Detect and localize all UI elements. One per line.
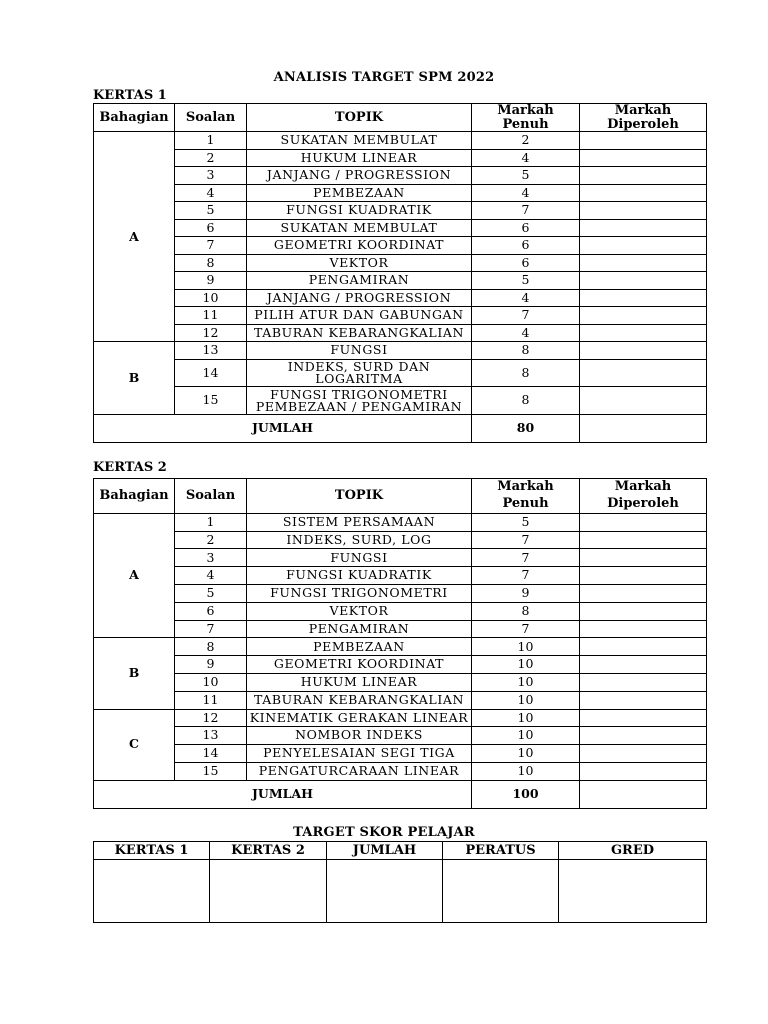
markah-penuh-cell: 10 bbox=[472, 656, 580, 674]
markah-diperoleh-cell[interactable] bbox=[580, 567, 707, 585]
header-row bbox=[94, 479, 707, 514]
markah-diperoleh-cell[interactable] bbox=[580, 727, 707, 745]
header-markah-diperoleh-line1: Markah bbox=[614, 103, 672, 118]
markah-penuh-cell: 6 bbox=[472, 219, 580, 237]
topik-cell: PENGAMIRAN bbox=[247, 272, 472, 290]
soalan-cell: 13 bbox=[175, 727, 247, 745]
total-diperoleh-cell[interactable] bbox=[580, 414, 707, 442]
target-jumlah-cell[interactable] bbox=[327, 860, 443, 923]
markah-penuh-cell: 10 bbox=[472, 709, 580, 727]
topik-cell: PENYELESAIAN SEGI TIGA bbox=[247, 745, 472, 763]
markah-penuh-cell: 5 bbox=[472, 513, 580, 531]
target-header-gred: GRED bbox=[559, 842, 707, 860]
soalan-cell: 5 bbox=[175, 584, 247, 602]
header-markah-penuh bbox=[472, 479, 580, 514]
markah-penuh-cell: 4 bbox=[472, 184, 580, 202]
table-row bbox=[94, 531, 707, 549]
table-row bbox=[94, 567, 707, 585]
markah-diperoleh-cell[interactable] bbox=[580, 202, 707, 220]
topik-cell: GEOMETRI KOORDINAT bbox=[247, 237, 472, 255]
bahagian-cell: A bbox=[94, 513, 175, 638]
table-row bbox=[94, 359, 707, 387]
bahagian-cell: B bbox=[94, 342, 175, 415]
table-row bbox=[94, 237, 707, 255]
markah-penuh-cell: 7 bbox=[472, 620, 580, 638]
soalan-cell: 12 bbox=[175, 324, 247, 342]
header-topik: TOPIK bbox=[247, 104, 472, 132]
topik-cell: KINEMATIK GERAKAN LINEAR bbox=[247, 709, 472, 727]
markah-diperoleh-cell[interactable] bbox=[580, 132, 707, 150]
target-title: TARGET SKOR PELAJAR bbox=[293, 825, 475, 840]
topik-cell: INDEKS, SURD, LOG bbox=[247, 531, 472, 549]
markah-penuh-cell: 10 bbox=[472, 745, 580, 763]
markah-diperoleh-cell[interactable] bbox=[580, 254, 707, 272]
markah-diperoleh-cell[interactable] bbox=[580, 167, 707, 185]
topik-cell: VEKTOR bbox=[247, 254, 472, 272]
markah-diperoleh-cell[interactable] bbox=[580, 237, 707, 255]
soalan-cell: 8 bbox=[175, 638, 247, 656]
markah-diperoleh-cell[interactable] bbox=[580, 638, 707, 656]
topik-cell: VEKTOR bbox=[247, 602, 472, 620]
markah-penuh-cell: 10 bbox=[472, 673, 580, 691]
table-row bbox=[94, 254, 707, 272]
topik-cell: PEMBEZAAN bbox=[247, 184, 472, 202]
table-row bbox=[94, 307, 707, 325]
soalan-cell: 7 bbox=[175, 237, 247, 255]
topik-cell bbox=[247, 387, 472, 415]
topik-cell: JANJANG / PROGRESSION bbox=[247, 167, 472, 185]
soalan-cell: 9 bbox=[175, 656, 247, 674]
table-row bbox=[94, 289, 707, 307]
table-row bbox=[94, 620, 707, 638]
table-row bbox=[94, 549, 707, 567]
table-row bbox=[94, 513, 707, 531]
header-markah-penuh-line1: Markah bbox=[497, 479, 554, 494]
markah-diperoleh-cell[interactable] bbox=[580, 584, 707, 602]
topik-cell: PENGATURCARAAN LINEAR bbox=[247, 762, 472, 780]
soalan-cell: 2 bbox=[175, 531, 247, 549]
markah-diperoleh-cell[interactable] bbox=[580, 513, 707, 531]
total-value: 100 bbox=[472, 780, 580, 808]
total-label: JUMLAH bbox=[94, 780, 472, 808]
target-header-row bbox=[94, 842, 707, 860]
markah-penuh-cell: 5 bbox=[472, 167, 580, 185]
markah-diperoleh-cell[interactable] bbox=[580, 691, 707, 709]
table-row bbox=[94, 342, 707, 360]
soalan-cell: 3 bbox=[175, 549, 247, 567]
markah-diperoleh-cell[interactable] bbox=[580, 342, 707, 360]
header-markah-penuh bbox=[472, 104, 580, 132]
soalan-cell: 2 bbox=[175, 149, 247, 167]
table-row bbox=[94, 638, 707, 656]
markah-penuh-cell: 7 bbox=[472, 567, 580, 585]
topik-cell: FUNGSI bbox=[247, 342, 472, 360]
markah-penuh-cell: 8 bbox=[472, 342, 580, 360]
markah-diperoleh-cell[interactable] bbox=[580, 289, 707, 307]
header-markah-diperoleh-line1: Markah bbox=[614, 479, 672, 494]
soalan-cell: 6 bbox=[175, 602, 247, 620]
header-markah-diperoleh-line2: Diperoleh bbox=[607, 116, 679, 132]
table-row bbox=[94, 673, 707, 691]
markah-penuh-cell: 7 bbox=[472, 307, 580, 325]
target-header-peratus: PERATUS bbox=[443, 842, 559, 860]
soalan-cell: 11 bbox=[175, 307, 247, 325]
table-row bbox=[94, 184, 707, 202]
header-soalan: Soalan bbox=[175, 104, 247, 132]
table-row bbox=[94, 745, 707, 763]
topik-cell: FUNGSI bbox=[247, 549, 472, 567]
target-entry-row bbox=[94, 860, 707, 923]
markah-penuh-cell: 5 bbox=[472, 272, 580, 290]
topik-cell: JANJANG / PROGRESSION bbox=[247, 289, 472, 307]
soalan-cell: 8 bbox=[175, 254, 247, 272]
topik-cell: PILIH ATUR DAN GABUNGAN bbox=[247, 307, 472, 325]
soalan-cell: 14 bbox=[175, 359, 247, 387]
topik-cell bbox=[247, 359, 472, 387]
table-row bbox=[94, 691, 707, 709]
markah-diperoleh-cell[interactable] bbox=[580, 602, 707, 620]
topik-line1: INDEKS, SURD DAN bbox=[287, 359, 431, 375]
markah-penuh-cell: 4 bbox=[472, 289, 580, 307]
header-soalan: Soalan bbox=[175, 479, 247, 514]
header-topik: TOPIK bbox=[247, 479, 472, 514]
soalan-cell: 10 bbox=[175, 289, 247, 307]
topik-cell: PENGAMIRAN bbox=[247, 620, 472, 638]
total-diperoleh-cell[interactable] bbox=[580, 780, 707, 808]
markah-diperoleh-cell[interactable] bbox=[580, 184, 707, 202]
topik-cell: GEOMETRI KOORDINAT bbox=[247, 656, 472, 674]
markah-diperoleh-cell[interactable] bbox=[580, 656, 707, 674]
kertas1-table bbox=[93, 103, 707, 443]
markah-diperoleh-cell[interactable] bbox=[580, 307, 707, 325]
markah-penuh-cell: 7 bbox=[472, 531, 580, 549]
markah-penuh-cell: 4 bbox=[472, 149, 580, 167]
markah-diperoleh-cell[interactable] bbox=[580, 549, 707, 567]
topik-cell: FUNGSI KUADRATIK bbox=[247, 202, 472, 220]
target-header-kertas2: KERTAS 2 bbox=[210, 842, 327, 860]
topik-cell: HUKUM LINEAR bbox=[247, 673, 472, 691]
markah-penuh-cell: 6 bbox=[472, 237, 580, 255]
header-markah-penuh-line2: Penuh bbox=[502, 495, 549, 511]
table-row bbox=[94, 219, 707, 237]
target-header-kertas1: KERTAS 1 bbox=[94, 842, 210, 860]
markah-diperoleh-cell[interactable] bbox=[580, 272, 707, 290]
markah-diperoleh-cell[interactable] bbox=[580, 324, 707, 342]
header-markah-diperoleh-line2: Diperoleh bbox=[607, 495, 679, 511]
table-row bbox=[94, 149, 707, 167]
table-row bbox=[94, 602, 707, 620]
kertas1-label: KERTAS 1 bbox=[93, 88, 167, 103]
soalan-cell: 1 bbox=[175, 513, 247, 531]
markah-penuh-cell: 10 bbox=[472, 638, 580, 656]
table-row bbox=[94, 167, 707, 185]
total-row bbox=[94, 780, 707, 808]
topik-cell: TABURAN KEBARANGKALIAN bbox=[247, 324, 472, 342]
topik-cell: HUKUM LINEAR bbox=[247, 149, 472, 167]
header-bahagian: Bahagian bbox=[94, 479, 175, 514]
bahagian-cell: B bbox=[94, 638, 175, 709]
soalan-cell: 9 bbox=[175, 272, 247, 290]
soalan-cell: 3 bbox=[175, 167, 247, 185]
target-gred-cell[interactable] bbox=[559, 860, 707, 923]
soalan-cell: 12 bbox=[175, 709, 247, 727]
bahagian-cell: A bbox=[94, 132, 175, 342]
total-label: JUMLAH bbox=[94, 414, 472, 442]
table-row bbox=[94, 584, 707, 602]
target-kertas2-cell[interactable] bbox=[210, 860, 327, 923]
header-markah-diperoleh bbox=[580, 479, 707, 514]
topik-cell: NOMBOR INDEKS bbox=[247, 727, 472, 745]
markah-penuh-cell: 4 bbox=[472, 324, 580, 342]
total-row bbox=[94, 414, 707, 442]
kertas2-label: KERTAS 2 bbox=[93, 460, 167, 475]
table-row bbox=[94, 132, 707, 150]
bahagian-cell: C bbox=[94, 709, 175, 780]
page-title: ANALISIS TARGET SPM 2022 bbox=[273, 70, 495, 85]
header-bahagian: Bahagian bbox=[94, 104, 175, 132]
header-markah-penuh-line2: Penuh bbox=[502, 116, 549, 132]
soalan-cell: 15 bbox=[175, 387, 247, 415]
markah-diperoleh-cell[interactable] bbox=[580, 762, 707, 780]
topik-cell: FUNGSI TRIGONOMETRI bbox=[247, 584, 472, 602]
markah-diperoleh-cell[interactable] bbox=[580, 149, 707, 167]
target-header-jumlah: JUMLAH bbox=[327, 842, 443, 860]
markah-penuh-cell: 9 bbox=[472, 584, 580, 602]
markah-penuh-cell: 6 bbox=[472, 254, 580, 272]
markah-penuh-cell: 10 bbox=[472, 727, 580, 745]
markah-penuh-cell: 8 bbox=[472, 359, 580, 387]
soalan-cell: 5 bbox=[175, 202, 247, 220]
soalan-cell: 11 bbox=[175, 691, 247, 709]
topik-line1: FUNGSI TRIGONOMETRI bbox=[270, 386, 448, 402]
markah-penuh-cell: 7 bbox=[472, 202, 580, 220]
kertas2-table bbox=[93, 478, 707, 809]
markah-penuh-cell: 10 bbox=[472, 691, 580, 709]
markah-penuh-cell: 2 bbox=[472, 132, 580, 150]
markah-diperoleh-cell[interactable] bbox=[580, 673, 707, 691]
soalan-cell: 1 bbox=[175, 132, 247, 150]
markah-penuh-cell: 8 bbox=[472, 387, 580, 415]
topik-cell: TABURAN KEBARANGKALIAN bbox=[247, 691, 472, 709]
soalan-cell: 13 bbox=[175, 342, 247, 360]
soalan-cell: 4 bbox=[175, 184, 247, 202]
topik-cell: SUKATAN MEMBULAT bbox=[247, 219, 472, 237]
header-markah-penuh-line1: Markah bbox=[497, 103, 554, 118]
table-row bbox=[94, 272, 707, 290]
soalan-cell: 4 bbox=[175, 567, 247, 585]
topik-cell: PEMBEZAAN bbox=[247, 638, 472, 656]
markah-penuh-cell: 10 bbox=[472, 762, 580, 780]
topik-cell: SISTEM PERSAMAAN bbox=[247, 513, 472, 531]
markah-diperoleh-cell[interactable] bbox=[580, 387, 707, 415]
soalan-cell: 6 bbox=[175, 219, 247, 237]
target-kertas1-cell[interactable] bbox=[94, 860, 210, 923]
total-value: 80 bbox=[472, 414, 580, 442]
table-row bbox=[94, 656, 707, 674]
markah-diperoleh-cell[interactable] bbox=[580, 531, 707, 549]
soalan-cell: 14 bbox=[175, 745, 247, 763]
table-row bbox=[94, 762, 707, 780]
table-row bbox=[94, 202, 707, 220]
table-row bbox=[94, 709, 707, 727]
header-row bbox=[94, 104, 707, 132]
markah-penuh-cell: 8 bbox=[472, 602, 580, 620]
table-row bbox=[94, 727, 707, 745]
table-row bbox=[94, 387, 707, 415]
table-row bbox=[94, 324, 707, 342]
markah-diperoleh-cell[interactable] bbox=[580, 620, 707, 638]
soalan-cell: 10 bbox=[175, 673, 247, 691]
markah-diperoleh-cell[interactable] bbox=[580, 359, 707, 387]
soalan-cell: 7 bbox=[175, 620, 247, 638]
topik-cell: SUKATAN MEMBULAT bbox=[247, 132, 472, 150]
topik-line2: PEMBEZAAN / PENGAMIRAN bbox=[255, 398, 463, 414]
topik-cell: FUNGSI KUADRATIK bbox=[247, 567, 472, 585]
target-peratus-cell[interactable] bbox=[443, 860, 559, 923]
markah-penuh-cell: 7 bbox=[472, 549, 580, 567]
markah-diperoleh-cell[interactable] bbox=[580, 219, 707, 237]
header-markah-diperoleh bbox=[580, 104, 707, 132]
soalan-cell: 15 bbox=[175, 762, 247, 780]
markah-diperoleh-cell[interactable] bbox=[580, 745, 707, 763]
topik-line2: LOGARITMA bbox=[315, 371, 403, 387]
target-table bbox=[93, 841, 707, 923]
markah-diperoleh-cell[interactable] bbox=[580, 709, 707, 727]
